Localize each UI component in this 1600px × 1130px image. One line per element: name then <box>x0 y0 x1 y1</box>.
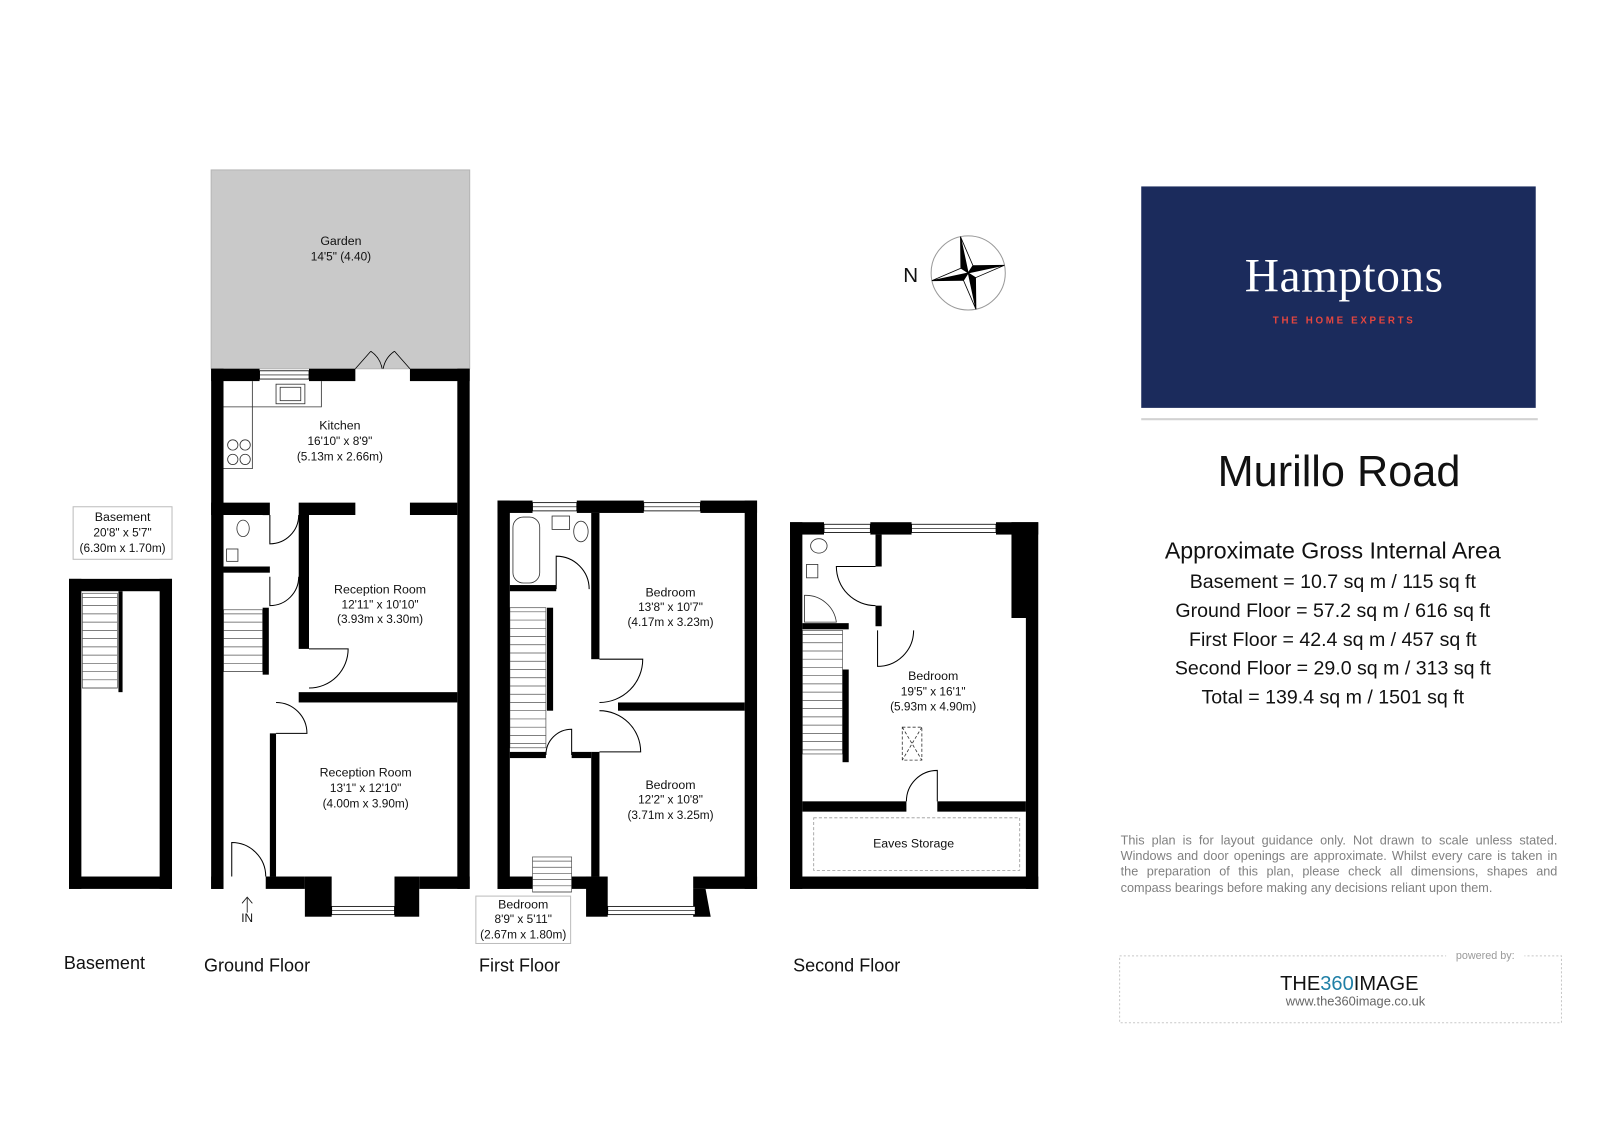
kitchen-dims-imperial: 16'10" x 8'9" <box>307 433 373 448</box>
wall <box>266 877 305 889</box>
hob-ring <box>228 454 238 464</box>
area-line-ground: Ground Floor = 57.2 sq m / 616 sq ft <box>1175 599 1491 622</box>
floor-label-basement: Basement <box>63 953 145 974</box>
area-title: Approximate Gross Internal Area <box>1164 537 1501 564</box>
bath <box>513 517 540 583</box>
wall <box>745 501 757 889</box>
wall <box>693 877 757 889</box>
basin <box>552 516 570 529</box>
wall <box>1011 522 1038 618</box>
bedroom-first-front-name: Bedroom <box>645 777 696 792</box>
credit-brand-logo <box>1280 973 1418 995</box>
wall <box>591 513 599 659</box>
reception-rear-dims-imperial: 12'11" x 10'10" <box>341 597 419 612</box>
floor-label-second: Second Floor <box>793 955 901 976</box>
staircase <box>82 593 117 688</box>
bedroom-first-small-dims-imperial: 8'9" x 5'11" <box>494 911 552 926</box>
credit-url: www.the360image.co.uk <box>1285 993 1426 1009</box>
entrance-label: IN <box>241 910 254 925</box>
wall <box>510 752 546 758</box>
wall <box>577 501 644 513</box>
eaves-storage-label: Eaves Storage <box>873 836 955 851</box>
wall <box>270 733 276 876</box>
property-address: Murillo Road <box>1217 448 1461 497</box>
door-swing <box>836 567 875 606</box>
credit-brand-prefix: THE <box>1280 972 1321 995</box>
wall <box>394 877 419 917</box>
reception-front-name: Reception Room <box>319 765 412 780</box>
hob-ring <box>228 440 238 450</box>
compass-north-label: N <box>903 264 919 288</box>
door-swing <box>270 577 299 606</box>
wall <box>870 522 911 534</box>
basement-room-name: Basement <box>94 510 151 525</box>
wall <box>299 692 458 702</box>
wall <box>118 591 122 692</box>
floor-labels <box>64 953 900 975</box>
door-swing <box>906 770 937 801</box>
floor-label-ground: Ground Floor <box>203 955 311 976</box>
staircase <box>533 857 572 892</box>
basement-room-dims-imperial: 20'8" x 5'7" <box>93 525 152 540</box>
wall <box>69 579 81 889</box>
skylight-cross <box>902 727 922 760</box>
brand-logo-text: Hamptons <box>1244 250 1444 303</box>
door-swing <box>546 729 572 755</box>
compass-star <box>924 229 1012 317</box>
wall <box>69 579 172 591</box>
door-swing <box>556 556 589 589</box>
garden-area <box>211 170 470 369</box>
wall <box>876 606 882 627</box>
basin <box>227 549 238 561</box>
door-swing <box>270 515 299 544</box>
bedroom-first-front-dims-metric: (3.71m x 3.25m) <box>627 807 714 822</box>
wall <box>802 623 848 629</box>
wall <box>497 877 532 889</box>
kitchen-sink-bowl <box>280 387 301 400</box>
kitchen-name: Kitchen <box>319 418 361 433</box>
wall <box>69 877 172 889</box>
door-swing <box>599 711 640 752</box>
powered-by-label: powered by: <box>1455 949 1515 962</box>
wall <box>299 515 309 649</box>
wall <box>309 369 355 381</box>
credit-brand-number: 360 <box>1320 972 1354 995</box>
bedroom-second-name: Bedroom <box>908 668 959 683</box>
bedroom-second-dims-metric: (5.93m x 4.90m) <box>890 699 977 714</box>
reception-front-dims-imperial: 13'1" x 12'10" <box>329 781 402 796</box>
wall <box>211 877 223 889</box>
garden-name: Garden <box>320 234 362 249</box>
brand-tagline: THE HOME EXPERTS <box>1272 315 1416 327</box>
door-swing <box>599 659 642 702</box>
bedroom-second-dims-imperial: 19'5" x 16'1" <box>900 684 966 699</box>
wall <box>693 889 711 917</box>
staircase <box>224 610 263 672</box>
area-line-total: Total = 139.4 sq m / 1501 sq ft <box>1201 686 1465 709</box>
wall <box>211 503 270 515</box>
wall <box>457 369 469 889</box>
wall <box>305 877 332 917</box>
hob-ring <box>240 454 250 464</box>
area-line-basement: Basement = 10.7 sq m / 115 sq ft <box>1189 571 1476 594</box>
bedroom-first-rear-name: Bedroom <box>645 585 696 600</box>
disclaimer-text: This plan is for layout guidance only. Not drawn to scale unless stated. Windows and door openings are approximate. Whilst every care is taken in the preparation of this plan, please check all dimensions, shapes and compass bearings before making any decisions reliant upon them. <box>1120 833 1558 895</box>
wall <box>547 608 553 711</box>
wall <box>1026 618 1038 889</box>
wall <box>410 503 457 515</box>
bedroom-first-rear-dims-metric: (4.17m x 3.23m) <box>627 615 714 630</box>
bedroom-first-small-dims-metric: (2.67m x 1.80m) <box>480 927 567 942</box>
wall <box>586 877 608 917</box>
wall <box>937 801 1026 811</box>
walls-layer <box>69 369 1038 917</box>
wall <box>211 369 223 889</box>
wall <box>510 585 556 591</box>
wall <box>299 503 356 515</box>
area-line-second: Second Floor = 29.0 sq m / 313 sq ft <box>1174 657 1491 680</box>
wall <box>572 752 592 758</box>
toilet <box>574 521 588 542</box>
door-swing <box>309 649 348 688</box>
wall <box>224 567 270 573</box>
wall <box>419 877 469 889</box>
credit-brand-suffix: IMAGE <box>1353 972 1419 995</box>
wall <box>618 702 745 710</box>
wall <box>802 801 906 811</box>
door-swing <box>276 702 307 733</box>
floor-label-first: First Floor <box>478 955 561 976</box>
wall <box>263 608 269 675</box>
wall <box>497 501 509 889</box>
door-swing <box>878 630 914 666</box>
reception-rear-name: Reception Room <box>334 582 427 597</box>
bedroom-first-small-name: Bedroom <box>498 897 549 912</box>
bedroom-first-front-dims-imperial: 12'2" x 10'8" <box>638 792 703 807</box>
basin <box>806 564 817 577</box>
wall <box>160 579 172 889</box>
shower <box>804 595 836 622</box>
wall <box>843 670 849 763</box>
door-swing <box>232 843 266 877</box>
garden-dims: 14'5" (4.40) <box>310 249 372 264</box>
toilet <box>237 520 249 536</box>
toilet <box>811 539 827 553</box>
kitchen-dims-metric: (5.13m x 2.66m) <box>296 449 383 464</box>
wall <box>790 877 1038 889</box>
bedroom-first-rear-dims-imperial: 13'8" x 10'7" <box>638 599 703 614</box>
wall <box>790 522 802 889</box>
compass-rose-icon <box>903 229 1012 317</box>
area-line-first: First Floor = 42.4 sq m / 457 sq ft <box>1189 628 1477 651</box>
reception-front-dims-metric: (4.00m x 3.90m) <box>322 796 409 811</box>
basement-room-dims-metric: (6.30m x 1.70m) <box>79 541 166 556</box>
hob-ring <box>240 440 250 450</box>
wall <box>591 752 599 877</box>
wall <box>876 535 882 567</box>
reception-rear-dims-metric: (3.93m x 3.30m) <box>337 612 424 627</box>
